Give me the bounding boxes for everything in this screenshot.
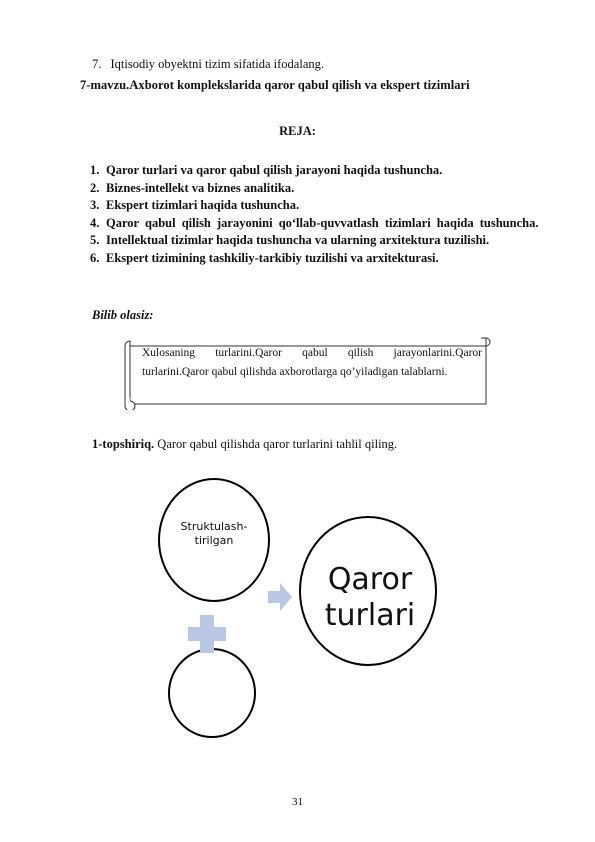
plan-item-number: 5.: [90, 233, 100, 247]
topic-title: 7-mavzu.Axborot komplekslarida qaror qabul qilish va ekspert tizimlari: [80, 78, 470, 92]
plan-item: [90, 250, 550, 268]
know-heading: Bilib olasiz:: [92, 308, 154, 322]
task-label: 1-topshiriq.: [92, 437, 155, 451]
plan-item-number: 2.: [90, 180, 100, 195]
node-structured-label: Struktulash-tirilgan: [180, 520, 248, 547]
decision-types-diagram: [150, 470, 440, 760]
plan-item: [90, 197, 550, 215]
plan-item-number: 4.: [90, 215, 100, 230]
previous-task-item: [92, 57, 324, 72]
task-text: Qaror qabul qilishda qaror turlarini tahlil qiling.: [157, 437, 398, 451]
plan-item-text: Biznes-intellekt va biznes analitika.: [106, 180, 295, 195]
page-number: 31: [292, 796, 303, 808]
plan-item-text: Intellektual tizimlar haqida tushuncha va ularning arxitektura tuzilishi.: [106, 233, 490, 247]
plan-item-text: Qaror turlari va qaror qabul qilish jarayoni haqida tushuncha.: [106, 163, 443, 177]
previous-task-number: 7.: [92, 57, 102, 71]
plan-item-number: 3.: [90, 198, 100, 212]
plan-item-number: 1.: [90, 163, 100, 177]
plus-icon: [188, 615, 226, 653]
plan-item: [90, 232, 550, 250]
task-line: [92, 437, 397, 452]
plan-item-text: Qaror qabul qilish jarayonini qo‘llab-quvvatlash tizimlari haqida tushuncha.: [106, 215, 539, 230]
plan-item: [90, 215, 550, 233]
plan-item-text: Ekspert tizimining tashkiliy-tarkibiy tuzilishi va arxitekturasi.: [106, 250, 439, 265]
scroll-callout: [122, 334, 494, 410]
plan-item-text: Ekspert tizimlari haqida tushuncha.: [106, 198, 300, 212]
plan-item-number: 6.: [90, 250, 100, 265]
plan-heading: REJA:: [279, 124, 316, 138]
node-empty: [169, 649, 255, 737]
plan-list: [90, 162, 550, 267]
previous-task-text: Iqtisodiy obyektni tizim sifatida ifodalang.: [110, 57, 325, 71]
plan-item: [90, 162, 550, 180]
plan-item: [90, 180, 550, 198]
node-decision-types-label: Qaror turlari: [324, 562, 416, 633]
scroll-text: Xulosaning turlarini.Qaror qabul qilish jarayonlarini.Qaror turlarini.Qaror qabul qilishda axborotlarga qo’yiladigan talablarni.: [142, 347, 482, 378]
arrow-right-icon: [268, 583, 292, 611]
